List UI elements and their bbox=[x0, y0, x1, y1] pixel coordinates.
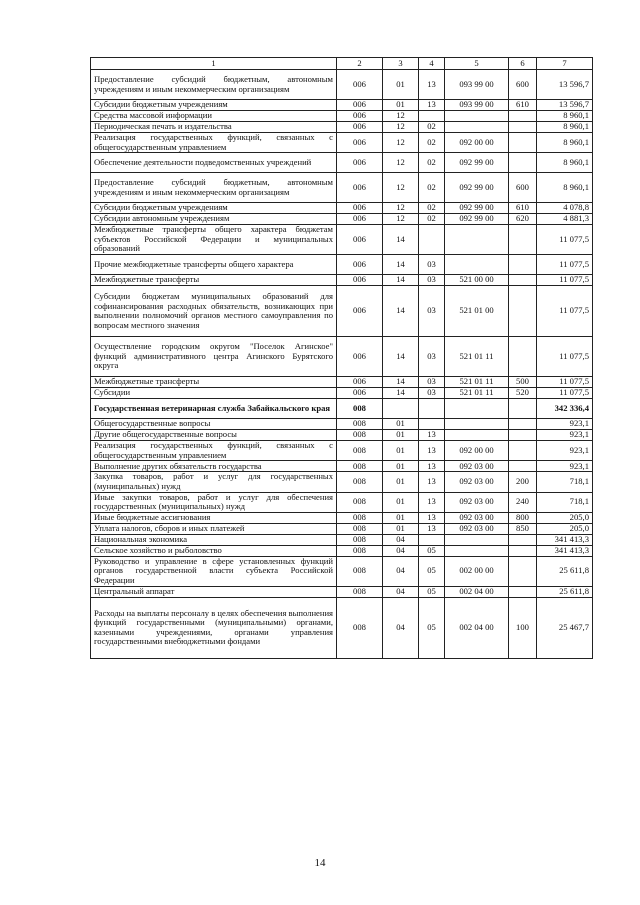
target-article-cell: 092 00 00 bbox=[445, 441, 509, 461]
expense-type-cell bbox=[509, 153, 537, 173]
table-row bbox=[91, 388, 593, 399]
amount-cell: 8 960,1 bbox=[537, 153, 593, 173]
target-article-cell: 093 99 00 bbox=[445, 100, 509, 111]
subsection-cell: 05 bbox=[419, 545, 445, 556]
table-row bbox=[91, 512, 593, 523]
section-cell: 04 bbox=[383, 586, 419, 597]
section-cell: 01 bbox=[383, 512, 419, 523]
ministry-code-cell: 008 bbox=[337, 512, 383, 523]
subsection-cell: 13 bbox=[419, 523, 445, 534]
amount-cell: 13 596,7 bbox=[537, 100, 593, 111]
subsection-cell: 02 bbox=[419, 173, 445, 203]
row-name-cell: Реализация государственных функций, связанных с общегосударственным управлением bbox=[91, 441, 337, 461]
subsection-cell: 03 bbox=[419, 377, 445, 388]
row-name-cell: Предоставление субсидий бюджетным, автономным учреждениям и иным некоммерческим организациям bbox=[91, 173, 337, 203]
table-row bbox=[91, 534, 593, 545]
row-name-cell: Центральный аппарат bbox=[91, 586, 337, 597]
row-name-cell: Расходы на выплаты персоналу в целях обеспечения выполнения функций государственными (муниципальными) органами, казенными учреждениями, органами управления государственными внебюджетными фондами bbox=[91, 597, 337, 658]
section-cell: 14 bbox=[383, 388, 419, 399]
row-name-cell: Уплата налогов, сборов и иных платежей bbox=[91, 523, 337, 534]
expense-type-cell: 500 bbox=[509, 377, 537, 388]
table-header-row bbox=[91, 58, 593, 70]
amount-cell: 25 611,8 bbox=[537, 556, 593, 586]
subsection-cell bbox=[419, 399, 445, 419]
row-name-cell: Сельское хозяйство и рыболовство bbox=[91, 545, 337, 556]
ministry-code-cell: 006 bbox=[337, 275, 383, 286]
expense-type-cell bbox=[509, 545, 537, 556]
table-row bbox=[91, 225, 593, 255]
target-article-cell: 092 03 00 bbox=[445, 523, 509, 534]
expense-type-cell: 600 bbox=[509, 70, 537, 100]
expense-type-cell: 520 bbox=[509, 388, 537, 399]
ministry-code-cell: 008 bbox=[337, 419, 383, 430]
target-article-cell bbox=[445, 534, 509, 545]
section-cell: 04 bbox=[383, 556, 419, 586]
ministry-code-cell: 006 bbox=[337, 388, 383, 399]
subsection-cell bbox=[419, 419, 445, 430]
amount-cell: 8 960,1 bbox=[537, 111, 593, 122]
section-cell: 04 bbox=[383, 597, 419, 658]
target-article-cell: 092 00 00 bbox=[445, 133, 509, 153]
amount-cell: 341 413,3 bbox=[537, 545, 593, 556]
section-cell: 14 bbox=[383, 286, 419, 337]
target-article-cell: 092 03 00 bbox=[445, 512, 509, 523]
target-article-cell: 002 04 00 bbox=[445, 586, 509, 597]
row-name-cell: Национальная экономика bbox=[91, 534, 337, 545]
row-name-cell: Иные закупки товаров, работ и услуг для обеспечения государственных (муниципальных) нужд bbox=[91, 492, 337, 512]
table-row bbox=[91, 133, 593, 153]
table-row bbox=[91, 153, 593, 173]
row-name-cell: Субсидии бюджетным учреждениям bbox=[91, 100, 337, 111]
amount-cell: 718,1 bbox=[537, 472, 593, 492]
column-header: 2 bbox=[337, 58, 383, 70]
ministry-code-cell: 006 bbox=[337, 100, 383, 111]
amount-cell: 11 077,5 bbox=[537, 388, 593, 399]
amount-cell: 25 467,7 bbox=[537, 597, 593, 658]
column-header: 3 bbox=[383, 58, 419, 70]
table-row bbox=[91, 337, 593, 377]
expense-type-cell bbox=[509, 255, 537, 275]
ministry-code-cell: 008 bbox=[337, 586, 383, 597]
row-name-cell: Реализация государственных функций, связанных с общегосударственным управлением bbox=[91, 133, 337, 153]
subsection-cell: 13 bbox=[419, 461, 445, 472]
expense-type-cell: 610 bbox=[509, 203, 537, 214]
column-header: 5 bbox=[445, 58, 509, 70]
row-name-cell: Другие общегосударственные вопросы bbox=[91, 430, 337, 441]
subsection-cell: 02 bbox=[419, 153, 445, 173]
section-cell bbox=[383, 399, 419, 419]
section-cell: 12 bbox=[383, 203, 419, 214]
expense-type-cell: 200 bbox=[509, 472, 537, 492]
table-row bbox=[91, 461, 593, 472]
amount-cell: 718,1 bbox=[537, 492, 593, 512]
table-row bbox=[91, 545, 593, 556]
budget-table bbox=[90, 57, 593, 659]
target-article-cell: 092 99 00 bbox=[445, 173, 509, 203]
ministry-code-cell: 006 bbox=[337, 70, 383, 100]
expense-type-cell bbox=[509, 556, 537, 586]
expense-type-cell bbox=[509, 586, 537, 597]
table-row bbox=[91, 111, 593, 122]
ministry-code-cell: 006 bbox=[337, 255, 383, 275]
table-row bbox=[91, 100, 593, 111]
row-name-cell: Субсидии бюджетным учреждениям bbox=[91, 203, 337, 214]
row-name-cell: Субсидии автономным учреждениям bbox=[91, 214, 337, 225]
ministry-code-cell: 008 bbox=[337, 472, 383, 492]
expense-type-cell bbox=[509, 337, 537, 377]
section-cell: 01 bbox=[383, 441, 419, 461]
row-name-cell: Субсидии bbox=[91, 388, 337, 399]
ministry-code-cell: 008 bbox=[337, 545, 383, 556]
amount-cell: 8 960,1 bbox=[537, 122, 593, 133]
row-name-cell: Выполнение других обязательств государства bbox=[91, 461, 337, 472]
column-header: 4 bbox=[419, 58, 445, 70]
row-name-cell: Государственная ветеринарная служба Забайкальского края bbox=[91, 399, 337, 419]
subsection-cell: 13 bbox=[419, 430, 445, 441]
expense-type-cell bbox=[509, 430, 537, 441]
ministry-code-cell: 008 bbox=[337, 492, 383, 512]
section-cell: 01 bbox=[383, 419, 419, 430]
amount-cell: 205,0 bbox=[537, 512, 593, 523]
amount-cell: 8 960,1 bbox=[537, 173, 593, 203]
ministry-code-cell: 006 bbox=[337, 203, 383, 214]
column-header: 7 bbox=[537, 58, 593, 70]
section-cell: 14 bbox=[383, 225, 419, 255]
table-row bbox=[91, 377, 593, 388]
section-cell: 12 bbox=[383, 122, 419, 133]
section-cell: 12 bbox=[383, 153, 419, 173]
table-row bbox=[91, 203, 593, 214]
target-article-cell bbox=[445, 399, 509, 419]
target-article-cell: 092 99 00 bbox=[445, 153, 509, 173]
amount-cell: 4 078,8 bbox=[537, 203, 593, 214]
target-article-cell bbox=[445, 419, 509, 430]
section-cell: 01 bbox=[383, 461, 419, 472]
subsection-cell: 03 bbox=[419, 388, 445, 399]
table-row bbox=[91, 286, 593, 337]
expense-type-cell bbox=[509, 275, 537, 286]
ministry-code-cell: 006 bbox=[337, 173, 383, 203]
table-row bbox=[91, 275, 593, 286]
target-article-cell: 002 00 00 bbox=[445, 556, 509, 586]
expense-type-cell: 600 bbox=[509, 173, 537, 203]
row-name-cell: Межбюджетные трансферты bbox=[91, 377, 337, 388]
ministry-code-cell: 008 bbox=[337, 597, 383, 658]
expense-type-cell bbox=[509, 534, 537, 545]
target-article-cell: 521 01 11 bbox=[445, 337, 509, 377]
ministry-code-cell: 006 bbox=[337, 225, 383, 255]
table-row bbox=[91, 70, 593, 100]
amount-cell: 11 077,5 bbox=[537, 377, 593, 388]
table-row bbox=[91, 214, 593, 225]
row-name-cell: Периодическая печать и издательства bbox=[91, 122, 337, 133]
section-cell: 14 bbox=[383, 377, 419, 388]
section-cell: 01 bbox=[383, 492, 419, 512]
section-cell: 14 bbox=[383, 275, 419, 286]
subsection-cell: 05 bbox=[419, 586, 445, 597]
subsection-cell: 03 bbox=[419, 337, 445, 377]
section-cell: 14 bbox=[383, 255, 419, 275]
subsection-cell: 05 bbox=[419, 597, 445, 658]
target-article-cell bbox=[445, 111, 509, 122]
ministry-code-cell: 006 bbox=[337, 153, 383, 173]
row-name-cell: Межбюджетные трансферты общего характера бюджетам субъектов Российской Федерации и муниципальных образований bbox=[91, 225, 337, 255]
expense-type-cell: 620 bbox=[509, 214, 537, 225]
section-cell: 14 bbox=[383, 337, 419, 377]
amount-cell: 923,1 bbox=[537, 430, 593, 441]
amount-cell: 11 077,5 bbox=[537, 275, 593, 286]
subsection-cell: 02 bbox=[419, 133, 445, 153]
subsection-cell: 13 bbox=[419, 441, 445, 461]
target-article-cell: 092 03 00 bbox=[445, 472, 509, 492]
row-name-cell: Осуществление городским округом "Поселок Агинское" функций административного центра Агинского Бурятского округа bbox=[91, 337, 337, 377]
target-article-cell bbox=[445, 545, 509, 556]
row-name-cell: Иные бюджетные ассигнования bbox=[91, 512, 337, 523]
section-cell: 01 bbox=[383, 523, 419, 534]
expense-type-cell bbox=[509, 399, 537, 419]
table-row bbox=[91, 597, 593, 658]
ministry-code-cell: 006 bbox=[337, 133, 383, 153]
ministry-code-cell: 006 bbox=[337, 111, 383, 122]
section-cell: 01 bbox=[383, 430, 419, 441]
amount-cell: 25 611,8 bbox=[537, 586, 593, 597]
section-cell: 12 bbox=[383, 111, 419, 122]
section-cell: 01 bbox=[383, 472, 419, 492]
expense-type-cell: 100 bbox=[509, 597, 537, 658]
table-row bbox=[91, 399, 593, 419]
column-header: 1 bbox=[91, 58, 337, 70]
ministry-code-cell: 008 bbox=[337, 399, 383, 419]
section-cell: 01 bbox=[383, 70, 419, 100]
ministry-code-cell: 008 bbox=[337, 556, 383, 586]
expense-type-cell bbox=[509, 122, 537, 133]
expense-type-cell bbox=[509, 419, 537, 430]
ministry-code-cell: 008 bbox=[337, 523, 383, 534]
ministry-code-cell: 006 bbox=[337, 337, 383, 377]
expense-type-cell bbox=[509, 286, 537, 337]
subsection-cell: 05 bbox=[419, 556, 445, 586]
subsection-cell: 13 bbox=[419, 512, 445, 523]
ministry-code-cell: 008 bbox=[337, 441, 383, 461]
section-cell: 12 bbox=[383, 133, 419, 153]
amount-cell: 923,1 bbox=[537, 419, 593, 430]
table-row bbox=[91, 255, 593, 275]
column-header: 6 bbox=[509, 58, 537, 70]
page-number: 14 bbox=[314, 857, 326, 869]
section-cell: 04 bbox=[383, 545, 419, 556]
table-row bbox=[91, 556, 593, 586]
expense-type-cell: 850 bbox=[509, 523, 537, 534]
subsection-cell: 02 bbox=[419, 203, 445, 214]
subsection-cell: 13 bbox=[419, 472, 445, 492]
amount-cell: 4 881,3 bbox=[537, 214, 593, 225]
subsection-cell: 03 bbox=[419, 286, 445, 337]
target-article-cell: 092 99 00 bbox=[445, 214, 509, 225]
row-name-cell: Межбюджетные трансферты bbox=[91, 275, 337, 286]
row-name-cell: Прочие межбюджетные трансферты общего характера bbox=[91, 255, 337, 275]
table-row bbox=[91, 472, 593, 492]
target-article-cell: 092 03 00 bbox=[445, 492, 509, 512]
subsection-cell: 02 bbox=[419, 122, 445, 133]
table-row bbox=[91, 419, 593, 430]
row-name-cell: Предоставление субсидий бюджетным, автономным учреждениям и иным некоммерческим организациям bbox=[91, 70, 337, 100]
target-article-cell bbox=[445, 255, 509, 275]
target-article-cell: 521 01 11 bbox=[445, 377, 509, 388]
ministry-code-cell: 008 bbox=[337, 461, 383, 472]
subsection-cell bbox=[419, 225, 445, 255]
table-body bbox=[91, 70, 593, 659]
row-name-cell: Средства массовой информации bbox=[91, 111, 337, 122]
table-row bbox=[91, 523, 593, 534]
expense-type-cell bbox=[509, 225, 537, 255]
amount-cell: 923,1 bbox=[537, 461, 593, 472]
expense-type-cell bbox=[509, 111, 537, 122]
target-article-cell: 093 99 00 bbox=[445, 70, 509, 100]
target-article-cell bbox=[445, 225, 509, 255]
target-article-cell bbox=[445, 122, 509, 133]
expense-type-cell: 610 bbox=[509, 100, 537, 111]
expense-type-cell bbox=[509, 133, 537, 153]
section-cell: 12 bbox=[383, 173, 419, 203]
amount-cell: 13 596,7 bbox=[537, 70, 593, 100]
target-article-cell: 521 00 00 bbox=[445, 275, 509, 286]
section-cell: 04 bbox=[383, 534, 419, 545]
target-article-cell: 002 04 00 bbox=[445, 597, 509, 658]
expense-type-cell bbox=[509, 441, 537, 461]
subsection-cell bbox=[419, 111, 445, 122]
target-article-cell: 521 01 00 bbox=[445, 286, 509, 337]
section-cell: 01 bbox=[383, 100, 419, 111]
subsection-cell bbox=[419, 534, 445, 545]
amount-cell: 342 336,4 bbox=[537, 399, 593, 419]
table-row bbox=[91, 173, 593, 203]
amount-cell: 205,0 bbox=[537, 523, 593, 534]
amount-cell: 341 413,3 bbox=[537, 534, 593, 545]
table-row bbox=[91, 430, 593, 441]
table-row bbox=[91, 441, 593, 461]
ministry-code-cell: 006 bbox=[337, 286, 383, 337]
amount-cell: 11 077,5 bbox=[537, 225, 593, 255]
table-row bbox=[91, 122, 593, 133]
ministry-code-cell: 008 bbox=[337, 430, 383, 441]
amount-cell: 8 960,1 bbox=[537, 133, 593, 153]
section-cell: 12 bbox=[383, 214, 419, 225]
target-article-cell: 092 03 00 bbox=[445, 461, 509, 472]
expense-type-cell: 800 bbox=[509, 512, 537, 523]
subsection-cell: 13 bbox=[419, 100, 445, 111]
table-row bbox=[91, 586, 593, 597]
ministry-code-cell: 006 bbox=[337, 377, 383, 388]
row-name-cell: Обеспечение деятельности подведомственных учреждений bbox=[91, 153, 337, 173]
expense-type-cell: 240 bbox=[509, 492, 537, 512]
row-name-cell: Общегосударственные вопросы bbox=[91, 419, 337, 430]
amount-cell: 11 077,5 bbox=[537, 286, 593, 337]
amount-cell: 923,1 bbox=[537, 441, 593, 461]
table-row bbox=[91, 492, 593, 512]
subsection-cell: 13 bbox=[419, 492, 445, 512]
target-article-cell: 521 01 11 bbox=[445, 388, 509, 399]
subsection-cell: 03 bbox=[419, 275, 445, 286]
subsection-cell: 03 bbox=[419, 255, 445, 275]
ministry-code-cell: 006 bbox=[337, 214, 383, 225]
target-article-cell: 092 99 00 bbox=[445, 203, 509, 214]
amount-cell: 11 077,5 bbox=[537, 337, 593, 377]
ministry-code-cell: 008 bbox=[337, 534, 383, 545]
subsection-cell: 02 bbox=[419, 214, 445, 225]
expense-type-cell bbox=[509, 461, 537, 472]
row-name-cell: Руководство и управление в сфере установленных функций органов государственной власти субъекта Российской Федерации bbox=[91, 556, 337, 586]
row-name-cell: Закупка товаров, работ и услуг для государственных (муниципальных) нужд bbox=[91, 472, 337, 492]
row-name-cell: Субсидии бюджетам муниципальных образований для софинансирования расходных обязательств, возникающих при выполнении полномочий органов местного самоуправления по вопросам местного значения bbox=[91, 286, 337, 337]
ministry-code-cell: 006 bbox=[337, 122, 383, 133]
amount-cell: 11 077,5 bbox=[537, 255, 593, 275]
subsection-cell: 13 bbox=[419, 70, 445, 100]
target-article-cell bbox=[445, 430, 509, 441]
